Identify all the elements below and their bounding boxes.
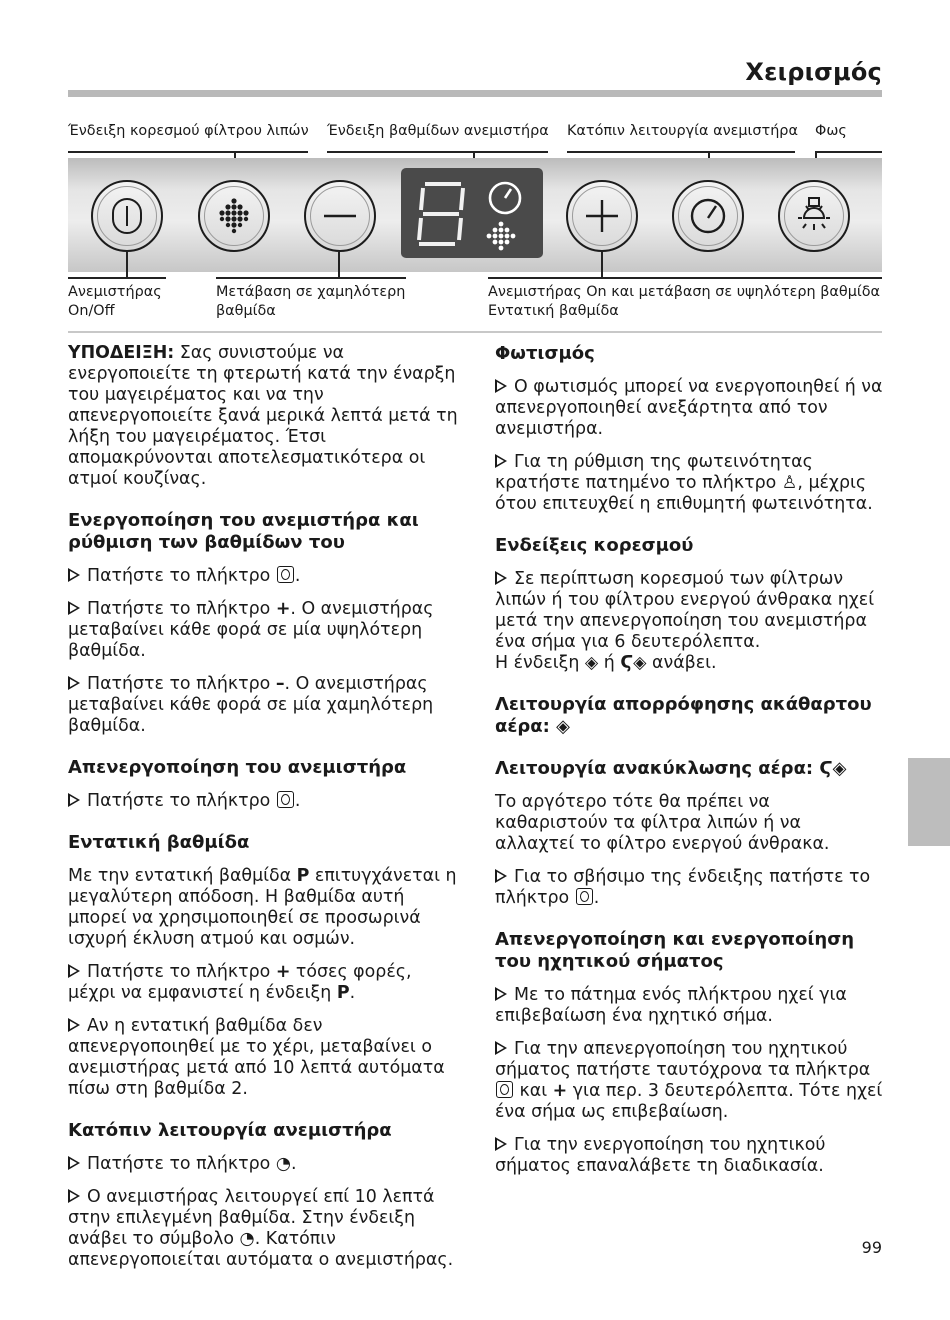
arrow-icon (68, 1189, 80, 1203)
instruction (68, 1187, 463, 1271)
light-icon (792, 194, 836, 238)
leader-line (216, 277, 406, 279)
arrow-icon (495, 1137, 507, 1151)
heading-sound: Απενεργοποίηση και ενεργοποίηση του ηχητικού σήματος (495, 929, 855, 972)
instruction-text: Ο φωτισμός μπορεί να ενεργοποιηθεί ή να απενεργοποιηθεί ανεξάρτητα από τον ανεμιστήρα. (495, 377, 883, 439)
minus-button[interactable] (304, 180, 376, 252)
arrow-icon (68, 1018, 80, 1032)
arrow-icon (68, 1156, 80, 1170)
instruction-text: Για την απενεργοποίηση του ηχητικού σήματος πατήστε ταυτόχρονα τα πλήκτρα (495, 1039, 871, 1080)
timer-symbol: ◔ (239, 1229, 255, 1249)
instruction (495, 1135, 885, 1177)
instruction-text: Πατήστε το πλήκτρο (87, 1154, 271, 1174)
instruction (495, 377, 885, 440)
arrow-icon (68, 964, 80, 978)
light-symbol: ♙ (781, 473, 798, 493)
instruction-text: Ο ανεμιστήρας λειτουργεί επί 10 λεπτά στην επιλεγμένη βαθμίδα. Στην ένδειξη ανάβει το σύμβολο (68, 1187, 435, 1249)
heading-run-on: Κατόπιν λειτουργία ανεμιστήρα (68, 1120, 392, 1141)
instruction-text: . Κατόπιν απενεργοποιείται αυτόματα ο ανεμιστήρας. (68, 1229, 454, 1270)
leader-line (338, 252, 340, 278)
timer-icon (686, 194, 730, 238)
label-fan-levels: Ένδειξη βαθμίδων ανεμιστήρα (327, 123, 549, 139)
instruction-text: . (593, 888, 600, 908)
instruction-text: Αν η εντατική βαθμίδα δεν απενεργοποιηθεί με το χέρι, μεταβαίνει ο ανεμιστήρας μετά από 10 λεπτά αυτόματα πίσω στη βαθμίδα 2. (68, 1016, 445, 1099)
minus-icon (318, 194, 362, 238)
instruction-text: . (294, 791, 301, 811)
label-line: Ανεμιστήρας On και μετάβαση σε υψηλότερη βαθμίδα (488, 284, 881, 300)
note-label: ΥΠΟΔΕΙΞΗ: (68, 343, 175, 363)
instruction-text: Πατήστε το πλήκτρο (87, 674, 271, 694)
plus-symbol: + (552, 1081, 568, 1101)
paragraph (68, 866, 463, 950)
power-key-icon (277, 791, 294, 808)
leader-line (815, 151, 882, 153)
label-grease-filter: Ένδειξη κορεσμού φίλτρου λιπών (68, 123, 309, 139)
arrow-icon (495, 1041, 507, 1055)
heading-exhaust-mode (495, 694, 885, 738)
power-button[interactable] (91, 180, 163, 252)
instruction-text: . (291, 1154, 297, 1174)
page-number: 99 (861, 1238, 882, 1257)
instruction (68, 566, 463, 587)
arrow-icon (68, 793, 80, 807)
instruction-text: . Ο ανεμιστήρας μεταβαίνει κάθε φορά σε μία υψηλότερη βαθμίδα. (68, 599, 434, 661)
instruction-text: ή (598, 653, 621, 673)
instruction (68, 674, 463, 737)
instruction-text: Σε περίπτωση κορεσμού των φίλτρων λιπών ή του φίλτρου ενεργού άνθρακα ηχεί μετά την απενεργοποίηση του ανεμιστήρα ένα σήμα για 6 δευτερόλεπτα. (495, 569, 875, 652)
intensive-symbol: P (296, 866, 310, 886)
arrow-icon (68, 568, 80, 582)
display-segments (401, 168, 543, 258)
carbon-filter-symbol: Ϛ◈ (620, 653, 647, 673)
heading-text: Λειτουργία απορρόφησης ακάθαρτου αέρα: (495, 694, 872, 737)
instruction-text: Για το σβήσιμο της ένδειξης πατήστε το πλήκτρο (495, 867, 871, 908)
left-column (68, 343, 463, 1283)
heading-text: Λειτουργία ανακύκλωσης αέρα: (495, 758, 814, 779)
instruction-text: Πατήστε το πλήκτρο (87, 791, 271, 811)
instruction-text: . Ο ανεμιστήρας μεταβαίνει κάθε φορά σε μία χαμηλότερη βαθμίδα. (68, 674, 434, 736)
page-title: Χειρισμός (745, 58, 882, 86)
arrow-icon (495, 379, 507, 393)
grease-filter-symbol: ◈ (584, 653, 599, 673)
instruction (495, 985, 885, 1027)
instruction-text: , μέχρις ότου επιτευχθεί η επιθυμητή φωτεινότητα. (495, 473, 873, 514)
minus-symbol: – (275, 674, 285, 694)
arrow-icon (68, 676, 80, 690)
heading-activate: Ενεργοποίηση του ανεμιστήρα και ρύθμιση των βαθμίδων του (68, 510, 419, 553)
instruction (68, 599, 463, 662)
instruction (68, 1016, 463, 1100)
control-panel (68, 158, 882, 272)
paragraph-text: επιτυγχάνεται η μεγαλύτερη απόδοση. Η βαθμίδα αυτή μπορεί να χρησιμοποιηθεί σε προσωρινά ισχυρή έκλυση ατμού και οσμών. (68, 866, 457, 949)
leader-line (68, 277, 166, 279)
heading-deactivate: Απενεργοποίηση του ανεμιστήρα (68, 757, 407, 778)
label-line: βαθμίδα (216, 303, 276, 319)
instruction-text: ανάβει. (646, 653, 717, 673)
leader-line (126, 252, 128, 278)
label-line: On/Off (68, 303, 115, 319)
carbon-filter-symbol: Ϛ◈ (819, 758, 847, 779)
instruction (68, 1154, 463, 1175)
heading-recirculation-mode (495, 758, 885, 780)
fan-level-display (401, 168, 543, 258)
instruction-text: Για τη ρύθμιση της φωτεινότητας κρατήστε πατημένο το πλήκτρο (495, 452, 813, 493)
arrow-icon (68, 601, 80, 615)
leader-line (327, 151, 548, 153)
arrow-icon (495, 571, 507, 585)
plus-icon (580, 194, 624, 238)
plus-symbol: + (275, 962, 291, 982)
note-paragraph (68, 343, 463, 490)
heading-intensive: Εντατική βαθμίδα (68, 832, 250, 853)
instruction (495, 1039, 885, 1123)
grease-filter-symbol: ◈ (556, 716, 570, 737)
label-light: Φως (815, 123, 847, 139)
instruction (495, 452, 885, 515)
instruction-text: Με το πάτημα ενός πλήκτρου ηχεί για επιβεβαίωση ένα ηχητικό σήμα. (495, 985, 847, 1026)
arrow-icon (495, 454, 507, 468)
instruction-text: για περ. 3 δευτερόλεπτα. Τότε ηχεί ένα σήμα ως επιβεβαίωση. (495, 1081, 883, 1122)
label-line: Μετάβαση σε χαμηλότερη (216, 284, 406, 300)
grease-filter-icon (212, 194, 256, 238)
intensive-symbol: P (336, 983, 350, 1003)
timer-symbol: ◔ (275, 1154, 291, 1174)
label-higher-level (488, 283, 880, 321)
instruction-text: και (514, 1081, 553, 1101)
instruction-text: Πατήστε το πλήκτρο (87, 566, 271, 586)
display-digit: 8 (441, 228, 442, 229)
light-button[interactable] (778, 180, 850, 252)
leader-line (567, 151, 795, 153)
grease-filter-button[interactable] (198, 180, 270, 252)
label-fan-onoff (68, 283, 162, 321)
instruction (495, 569, 885, 674)
heading-saturation: Ενδείξεις κορεσμού (495, 535, 694, 556)
plus-symbol: + (275, 599, 291, 619)
plus-button[interactable] (566, 180, 638, 252)
power-icon (105, 194, 149, 238)
power-key-icon (277, 566, 294, 583)
label-line: Εντατική βαθμίδα (488, 303, 619, 319)
arrow-icon (495, 987, 507, 1001)
power-key-icon (576, 888, 593, 905)
timer-indicator-icon (490, 183, 520, 213)
leader-line (488, 277, 882, 279)
title-rule (68, 90, 882, 97)
instruction-text: Η ένδειξη (495, 653, 580, 673)
filter-indicator-icon (487, 222, 516, 251)
instruction (495, 867, 885, 909)
label-line: Ανεμιστήρας (68, 284, 162, 300)
chapter-tab (908, 758, 950, 846)
instruction-text: τόσες φορές, μέχρι να εμφανιστεί η ένδειξη (68, 962, 412, 1003)
section-divider (68, 331, 882, 333)
arrow-icon (495, 869, 507, 883)
instruction-text: Για την ενεργοποίηση του ηχητικού σήματος επαναλάβετε τη διαδικασία. (495, 1135, 826, 1176)
label-lower-level (216, 283, 405, 321)
instruction-text: . (294, 566, 301, 586)
instruction-text: Πατήστε το πλήκτρο (87, 962, 271, 982)
instruction (68, 962, 463, 1004)
instruction-text: Πατήστε το πλήκτρο (87, 599, 271, 619)
label-run-on: Κατόπιν λειτουργία ανεμιστήρα (567, 123, 798, 139)
heading-light: Φωτισμός (495, 343, 595, 364)
leader-line (601, 252, 603, 278)
run-on-button[interactable] (672, 180, 744, 252)
note-text: Σας συνιστούμε να ενεργοποιείτε τη φτερωτή κατά την έναρξη του μαγειρέματος και να την απενεργοποιείτε ξανά μερικά λεπτά μετά τη λήξη του μαγειρέματος. Έτσι απομακρύνονται αποτελεσματικότερα οι ατμοί κουζίνας. (68, 343, 458, 489)
paragraph: Το αργότερο τότε θα πρέπει να καθαριστούν τα φίλτρα λιπών ή να αλλαχτεί το φίλτρο ενεργού άνθρακα. (495, 792, 830, 854)
right-column (495, 343, 885, 1189)
power-key-icon (496, 1081, 513, 1098)
instruction-text: . (349, 983, 356, 1003)
paragraph-text: Με την εντατική βαθμίδα (68, 866, 292, 886)
instruction (68, 791, 463, 812)
leader-line (68, 151, 308, 153)
